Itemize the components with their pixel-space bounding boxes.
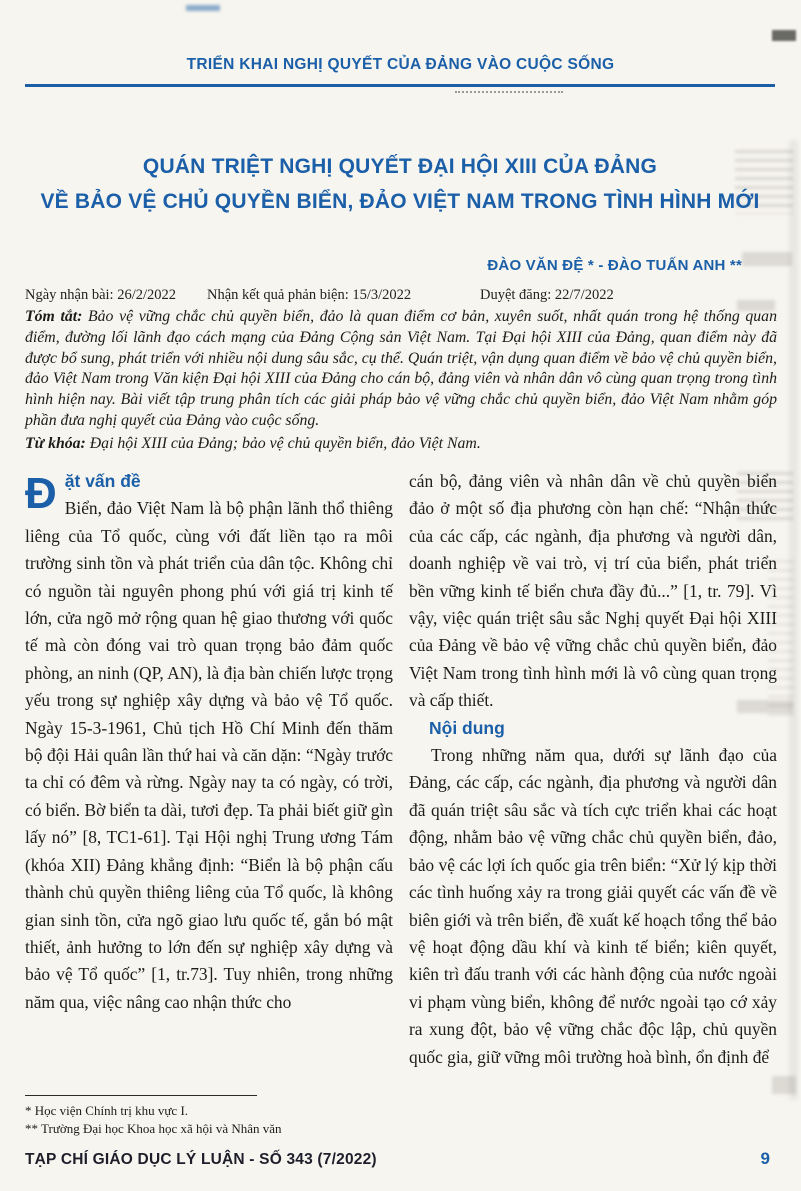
section1-paragraph-continuation: cán bộ, đảng viên và nhân dân về chủ quyền biển đảo ở một số địa phương còn hạn chế: “Nhận thức của các cấp, các ngành, địa phương và người dân, doanh nghiệp về vai trò, vị trí của biển, phát triển bền vững kinh tế biển chưa đầy đủ...” [1, tr. 79]. Vì vậy, việc quán triệt sâu sắc Nghị quyết Đại hội XIII của Đảng về bảo vệ vững chắc chủ quyền biển, đảo Việt Nam trong tình hình mới là vô cùng quan trọng và cấp thiết.: [409, 471, 777, 711]
article-dates: [25, 287, 775, 304]
abstract-block: [25, 307, 777, 455]
abstract: [25, 307, 777, 432]
journal-name: TẠP CHÍ GIÁO DỤC LÝ LUẬN - SỐ 343 (7/2022): [25, 1151, 377, 1168]
body-columns: [25, 468, 777, 1100]
article-title-line1: QUÁN TRIỆT NGHỊ QUYẾT ĐẠI HỘI XIII CỦA ĐẢNG: [142, 155, 658, 178]
right-column: [409, 468, 777, 1100]
left-column: [25, 468, 393, 1100]
article-title-line2: VỀ BẢO VỆ CHỦ QUYỀN BIỂN, ĐẢO VIỆT NAM TRONG TÌNH HÌNH MỚI: [40, 190, 760, 213]
header-slogan: TRIỂN KHAI NGHỊ QUYẾT CỦA ĐẢNG VÀO CUỘC SỐNG: [186, 56, 615, 73]
header-rule-dash: [455, 91, 563, 93]
date-received: Ngày nhận bài: 26/2/2022: [25, 287, 177, 303]
section2-paragraph: Trong những năm qua, dưới sự lãnh đạo của Đảng, các cấp, các ngành, địa phương và người dân đã quán triệt sâu sắc và tích cực triển khai các hoạt động, nhằm bảo vệ vững chắc chủ quyền biển, đảo, bảo vệ các lợi ích quốc gia trên biển: “Xử lý kịp thời các tình huống xảy ra trong giải quyết các vấn đề về biên giới và trên biển, đề xuất kế hoạch tổng thể bảo vệ hoạt động dầu khí và kinh tế biển; kiên quyết, kiên trì đấu tranh với các hành động của nước ngoài vi phạm vùng biển, không để nước ngoài tạo cớ xảy ra xung đột, bảo vệ vững chắc độc lập, chủ quyền quốc gia, giữ vững môi trường hoà bình, ổn định để: [409, 745, 777, 1067]
scan-artifact: [186, 5, 220, 11]
keywords-text: Đại hội XIII của Đảng; bảo vệ chủ quyền biển, đảo Việt Nam.: [85, 434, 481, 452]
scan-artifact: [772, 30, 796, 41]
article-authors: ĐÀO VĂN ĐỆ * - ĐÀO TUẤN ANH **: [487, 257, 742, 274]
date-approved: Duyệt đăng: 22/7/2022: [480, 287, 614, 303]
abstract-text: Bảo vệ vững chắc chủ quyền biển, đảo là quan điểm cơ bản, xuyên suốt, nhất quán trong hệ thống quan điểm, đường lối lãnh đạo cách mạng của Đảng Cộng sản Việt Nam. Tại Đại hội XIII của Đảng, quan điểm này đã được bổ sung, phát triển với nhiều nội dung sâu sắc, cụ thể. Quán triệt, vận dụng quan điểm về bảo vệ chủ quyền biển, đảo Việt Nam trong Văn kiện Đại hội XIII của Đảng cho cán bộ, đảng viên và nhân dân vô cùng quan trọng trong tình hình hiện nay. Bài viết tập trung phân tích các giải pháp bảo vệ vững chắc chủ quyền biển, đảo Việt Nam nhằm góp phần đưa nghị quyết của Đảng vào cuộc sống.: [25, 308, 777, 429]
dropcap: Đ: [25, 469, 57, 518]
abstract-label: Tóm tắt:: [25, 308, 83, 325]
scan-artifact: [789, 140, 798, 1100]
footnote-rule: [25, 1095, 257, 1096]
section1-paragraph: Biển, đảo Việt Nam là bộ phận lãnh thổ thiêng liêng của Tổ quốc, cùng với đất liền tạo ra môi trường sinh tồn và phát triển của dân tộc. Không chỉ có nguồn tài nguyên phong phú với giá trị kinh tế lớn, cửa ngõ mở rộng quan hệ giao thương với quốc tế mà còn đóng vai trò quan trọng bảo đảm quốc phòng, an ninh (QP, AN), là địa bàn chiến lược trọng yếu trong sự nghiệp xây dựng và bảo vệ Tổ quốc. Ngày 15-3-1961, Chủ tịch Hồ Chí Minh đến thăm bộ đội Hải quân lần thứ hai và căn dặn: “Ngày trước ta chỉ có đêm và rừng. Ngày nay ta có ngày, có trời, có biển. Bờ biển ta dài, tươi đẹp. Ta phải biết giữ gìn lấy nó” [8, TC1-61]. Tại Hội nghị Trung ương Tám (khóa XII) Đảng khẳng định: “Biển là bộ phận cấu thành chủ quyền thiêng liêng của Tổ quốc, là không gian sinh tồn, cửa ngõ giao lưu quốc tế, gắn bó mật thiết, ảnh hưởng to lớn đến sự nghiệp xây dựng và bảo vệ Tổ quốc” [1, tr.73]. Tuy nhiên, trong những năm qua, việc nâng cao nhận thức cho: [25, 498, 393, 1012]
footnotes: [25, 1095, 345, 1138]
keywords-label: Từ khóa:: [25, 434, 86, 452]
section1-heading: ặt vấn đề: [64, 471, 141, 491]
page-number: 9: [760, 1149, 770, 1168]
page-footer: [25, 1149, 776, 1169]
footnote-1: * Học viện Chính trị khu vực I.: [25, 1103, 189, 1118]
keywords: [25, 434, 777, 455]
article-title: [25, 149, 775, 219]
section2-heading: Nội dung: [429, 717, 505, 738]
footnote-2: ** Trường Đại học Khoa học xã hội và Nhân văn: [25, 1121, 282, 1136]
date-review-result: Nhận kết quả phản biện: 15/3/2022: [207, 287, 412, 303]
header-rule: [25, 84, 775, 87]
scan-artifact: [742, 252, 792, 266]
